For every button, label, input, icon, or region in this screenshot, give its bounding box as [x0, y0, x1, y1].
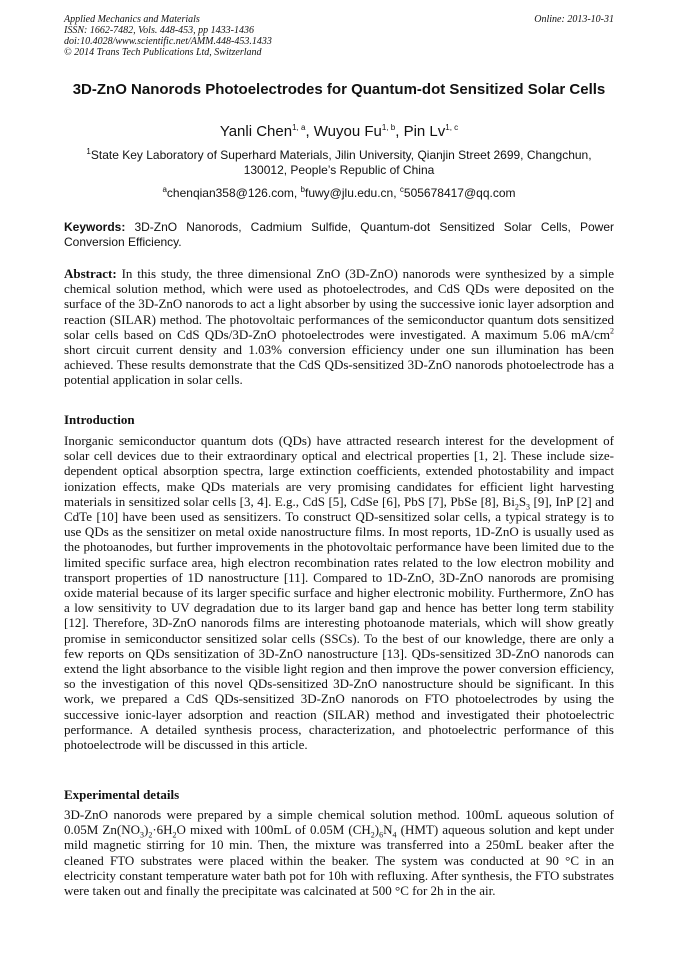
affiliation-text: State Key Laboratory of Superhard Materials, Jilin University, Qianjin Street 2699, Changchun, 130012, People’s Republic of China: [90, 148, 592, 177]
abstract-text: short circuit current density and 1.03% conversion efficiency under one sun illumination has been achieved. These results demonstrate that the CdS QDs-sensitized 3D-ZnO nanorods photoelectrode has a potential application in solar cells.: [64, 342, 614, 388]
journal-name: Applied Mechanics and Materials: [64, 14, 200, 25]
experimental-text: (HMT) aqueous solution and kept under mild magnetic stirring for 10 min. Then, the mixture was transferred into a 250mL beaker after the cleaned FTO substrates were placed within the beaker. The system was conducted at 90 °C in an electricity constant temperature water bath pot for 10h with refluxing. After synthesis, the FTO substrates were taken out and finally the precipitate was calcinated at 500 °C for 2h in the air.: [64, 822, 614, 899]
keywords-text: 3D-ZnO Nanorods, Cadmium Sulfide, Quantum-dot Sensitized Solar Cells, Power Conversion Efficiency.: [64, 220, 614, 249]
experimental-text: ·6H: [152, 822, 173, 838]
subscript: 2: [370, 830, 375, 840]
email-address: fuwy@jlu.edu.cn,: [305, 186, 397, 200]
email-superscript: b: [300, 185, 305, 194]
doi-line: doi:10.4028/www.scientific.net/AMM.448-453.1433: [64, 36, 272, 47]
subscript: 3: [139, 830, 144, 840]
experimental-text: 3D-ZnO nanorods were prepared by a simple chemical solution method. 100mL aqueous solution of 0.05M Zn(NO: [64, 807, 614, 838]
abstract-paragraph: [64, 266, 614, 388]
introduction-text: Inorganic semiconductor quantum dots (QDs) have attracted research interest for the development of solar cell devices due to their extraordinary optical and electrical properties [1, 2]. These include size-dependent optical absorption spectra, large extinction coefficients, extended photostability and impact ionization effects, make QDs materials are very promising candidates for efficient light harvesting materials in sensitized solar cells [3, 4]. E.g., CdS [5], CdSe [6], PbS [7], PbSe [8], Bi: [64, 433, 614, 509]
paper-title: 3D-ZnO Nanorods Photoelectrodes for Quantum-dot Sensitized Solar Cells: [72, 81, 606, 98]
experimental-text: ): [374, 822, 380, 838]
email-address: chenqian358@126.com,: [166, 186, 298, 200]
author-emails: [64, 186, 614, 201]
experimental-text: ): [143, 822, 149, 838]
author-name: Yanli Chen: [219, 123, 293, 140]
experimental-heading: Experimental details: [64, 787, 180, 802]
online-date: Online: 2013-10-31: [534, 14, 614, 25]
abstract-text: In this study, the three dimensional ZnO (3D-ZnO) nanorods were synthesized by a simple chemical solution method, which were used as photoelectrodes, and CdS QDs were deposited on the surface of the 3D-ZnO nanorods to act a light absorber by using the successive ionic layer adsorption and reaction (SILAR) method. The photovoltaic performances of the semiconductor quantum dots sensitized solar cells based on CdS QDs/3D-ZnO photoelectrodes were investigated. A maximum 5.06 mA/cm: [64, 266, 615, 342]
subscript: 2: [514, 502, 519, 512]
author-superscript: 1, a: [292, 123, 306, 132]
email-address: 505678417@qq.com: [403, 186, 516, 200]
issn-line: ISSN: 1662-7482, Vols. 448-453, pp 1433-1436: [64, 25, 254, 36]
subscript: 6: [379, 830, 384, 840]
introduction-text: [9], InP [2] and CdTe [10] have been used as sensitizers. To construct QD-sensitized solar cells, a typical strategy is to use QDs as the sensitizer on metal oxide nanostructure films. In most reports, 1D-ZnO is usually used as the photoanodes, but further improvements in the photovoltaic performance have been limited due to the limited specific surface area, high electron recombination rates related to the low electron mobility and transport properties of 1D nanostructure [11]. Compared to 1D-ZnO, 3D-ZnO nanorods are promising oxide material because of its larger specific surface and higher electronic mobility. Furthermore, ZnO has a low sensitivity to UV degradation due to its larger band gap and hence has better long term stability [12]. Therefore, 3D-ZnO nanorods films are interesting photoanode materials, which will show greatly promise in semiconductor sensitized solar cells (SSCs). To the best of our knowledge, there are only a few reports on QDs sensitization of 3D-ZnO nanostructure [13]. QDs-sensitized 3D-ZnO nanorods can extend the light absorbance to the visible light region and then improve the power conversion efficiency, so the investigation of this novel QDs-sensitized 3D-ZnO nanostructure should be significant. In this work, we prepared a CdS QDs-sensitized 3D-ZnO nanorods on FTO photoelectrodes by using the successive ionic-layer adsorption and reaction (SILAR) method and investigated their photoelectric performance. A detailed synthesis process, characterization, and photoelectric performance of this photoelectrode will be discussed in this article.: [64, 493, 615, 753]
keywords-label: Keywords:: [64, 220, 126, 234]
author-list: Yanli Chen$^{1, a}$, Wuyou Fu$^{1, b}$, Pin Lv$^{1, c}$: [219, 123, 459, 140]
subscript: 3: [526, 502, 531, 512]
journal-header: [64, 14, 614, 58]
email-superscript: c: [399, 185, 404, 194]
keywords-paragraph: [64, 220, 614, 250]
abstract-label: Abstract:: [64, 266, 117, 281]
author-superscript: 1, b: [381, 123, 396, 132]
abstract-superscript: 2: [610, 326, 614, 336]
introduction-heading: Introduction: [64, 412, 135, 427]
author-name: Pin Lv: [403, 123, 446, 140]
subscript: 2: [172, 830, 177, 840]
subscript: 4: [392, 830, 397, 840]
affiliation: [64, 148, 614, 178]
copyright-line: © 2014 Trans Tech Publications Ltd, Switzerland: [64, 47, 262, 58]
introduction-text: S: [518, 493, 527, 509]
experimental-text: N: [383, 822, 393, 838]
email-superscript: a: [162, 185, 167, 194]
experimental-paragraph: [64, 807, 614, 898]
affiliation-superscript: 1: [86, 147, 91, 156]
author-superscript: 1, c: [445, 123, 459, 132]
introduction-paragraph: [64, 433, 614, 752]
author-name: Wuyou Fu: [313, 123, 382, 140]
subscript: 2: [148, 830, 153, 840]
experimental-text: O mixed with 100mL of 0.05M (CH: [176, 822, 371, 838]
